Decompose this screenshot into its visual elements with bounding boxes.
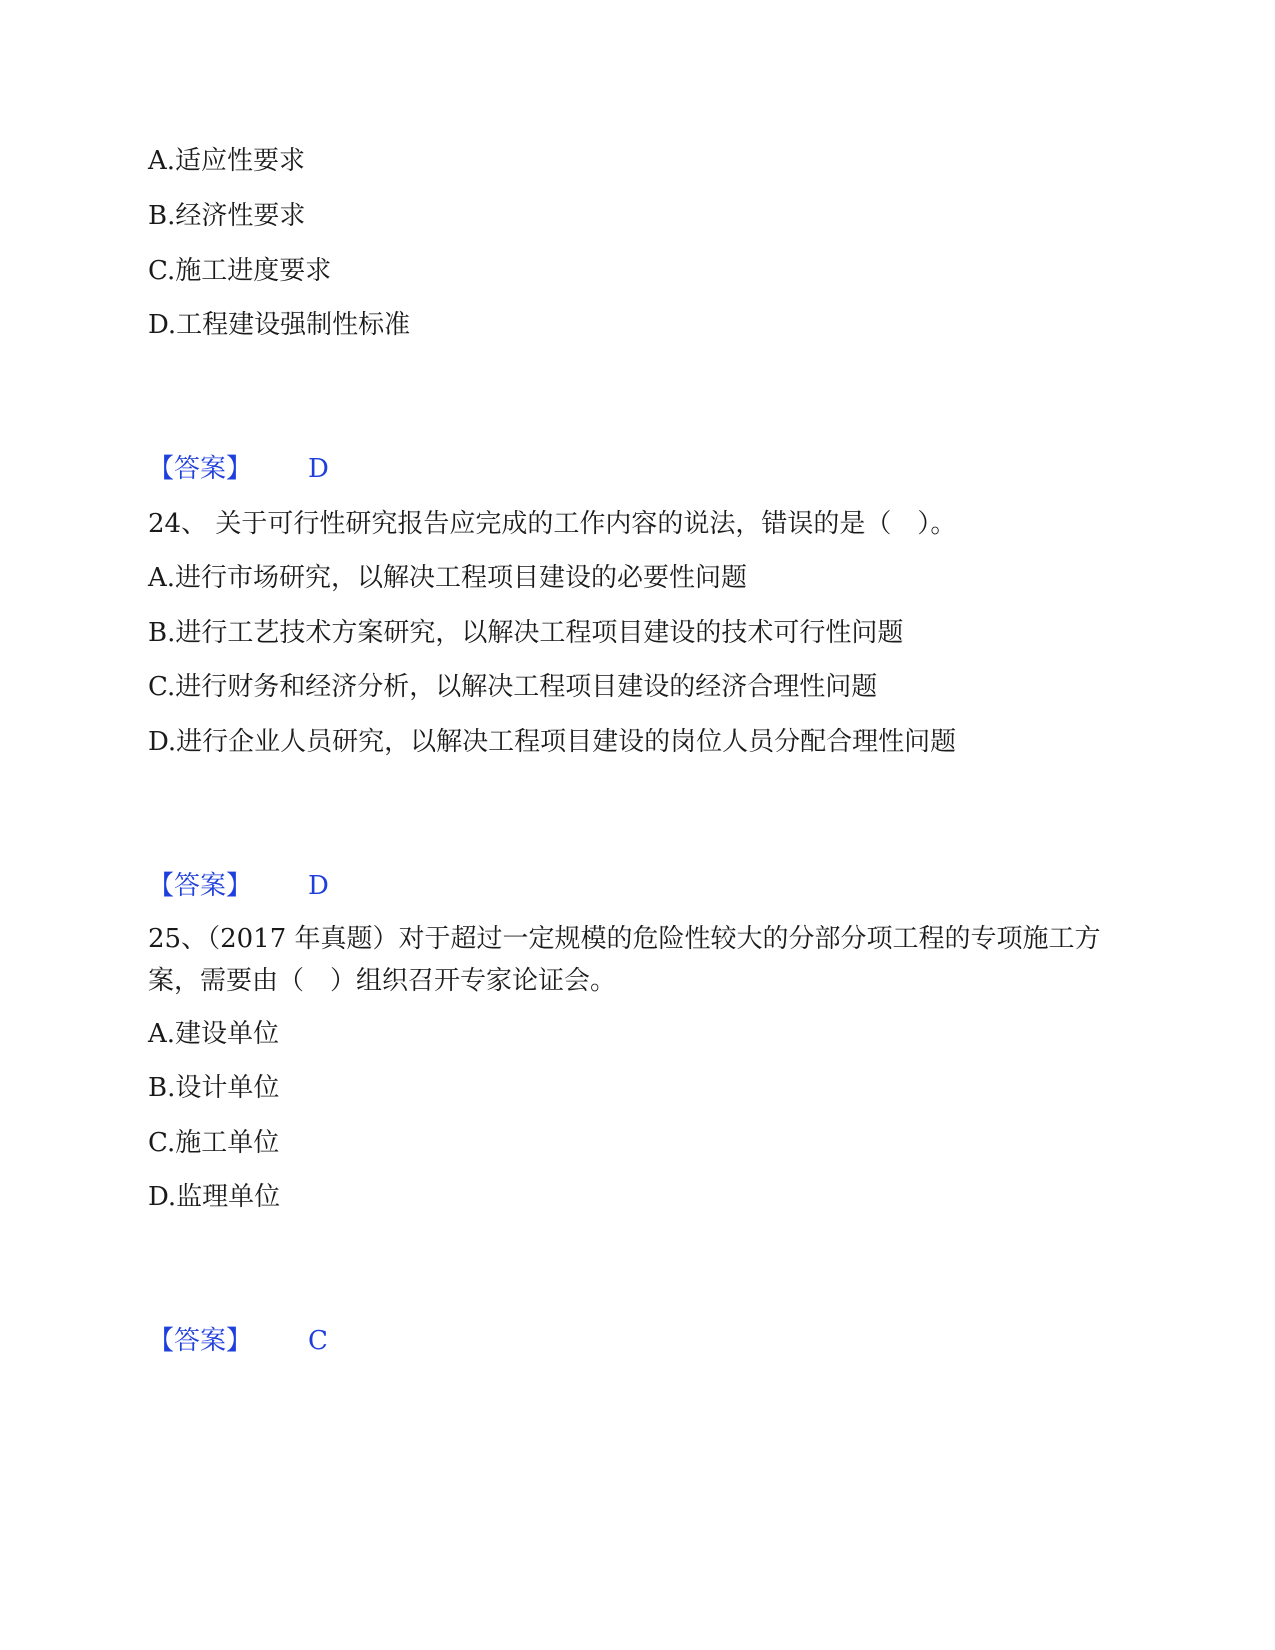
q24-option-a: A.进行市场研究，以解决工程项目建设的必要性问题 xyxy=(148,563,748,593)
q25-option-b: B.设计单位 xyxy=(148,1073,280,1103)
q25-stem: 25、（2017 年真题）对于超过一定规模的危险性较大的分部分项工程的专项施工方案，需要由（ ）组织召开专家论证会。 xyxy=(148,924,1101,996)
answer-value: D xyxy=(308,454,329,484)
answer-label: 【答案】 xyxy=(148,1326,253,1356)
q25-answer xyxy=(148,1324,388,1358)
q23-option-c: C.施工进度要求 xyxy=(148,256,332,286)
q24-answer xyxy=(148,869,388,903)
q23-option-a: A.适应性要求 xyxy=(148,146,306,176)
q24-stem: 24、 关于可行性研究报告应完成的工作内容的说法，错误的是（ ）。 xyxy=(148,509,957,539)
q23-answer xyxy=(148,452,388,486)
q23-option-b: B.经济性要求 xyxy=(148,201,306,231)
q23-option-d: D.工程建设强制性标准 xyxy=(148,310,411,340)
answer-label: 【答案】 xyxy=(148,871,253,901)
q25-option-d: D.监理单位 xyxy=(148,1182,281,1212)
q25-option-a: A.建设单位 xyxy=(148,1019,280,1049)
q24-option-d: D.进行企业人员研究，以解决工程项目建设的岗位人员分配合理性问题 xyxy=(148,727,957,757)
q25-option-c: C.施工单位 xyxy=(148,1128,280,1158)
q24-option-c: C.进行财务和经济分析，以解决工程项目建设的经济合理性问题 xyxy=(148,672,878,702)
answer-label: 【答案】 xyxy=(148,454,253,484)
q24-option-b: B.进行工艺技术方案研究，以解决工程项目建设的技术可行性问题 xyxy=(148,618,904,648)
answer-value: C xyxy=(308,1326,328,1356)
answer-value: D xyxy=(308,871,329,901)
